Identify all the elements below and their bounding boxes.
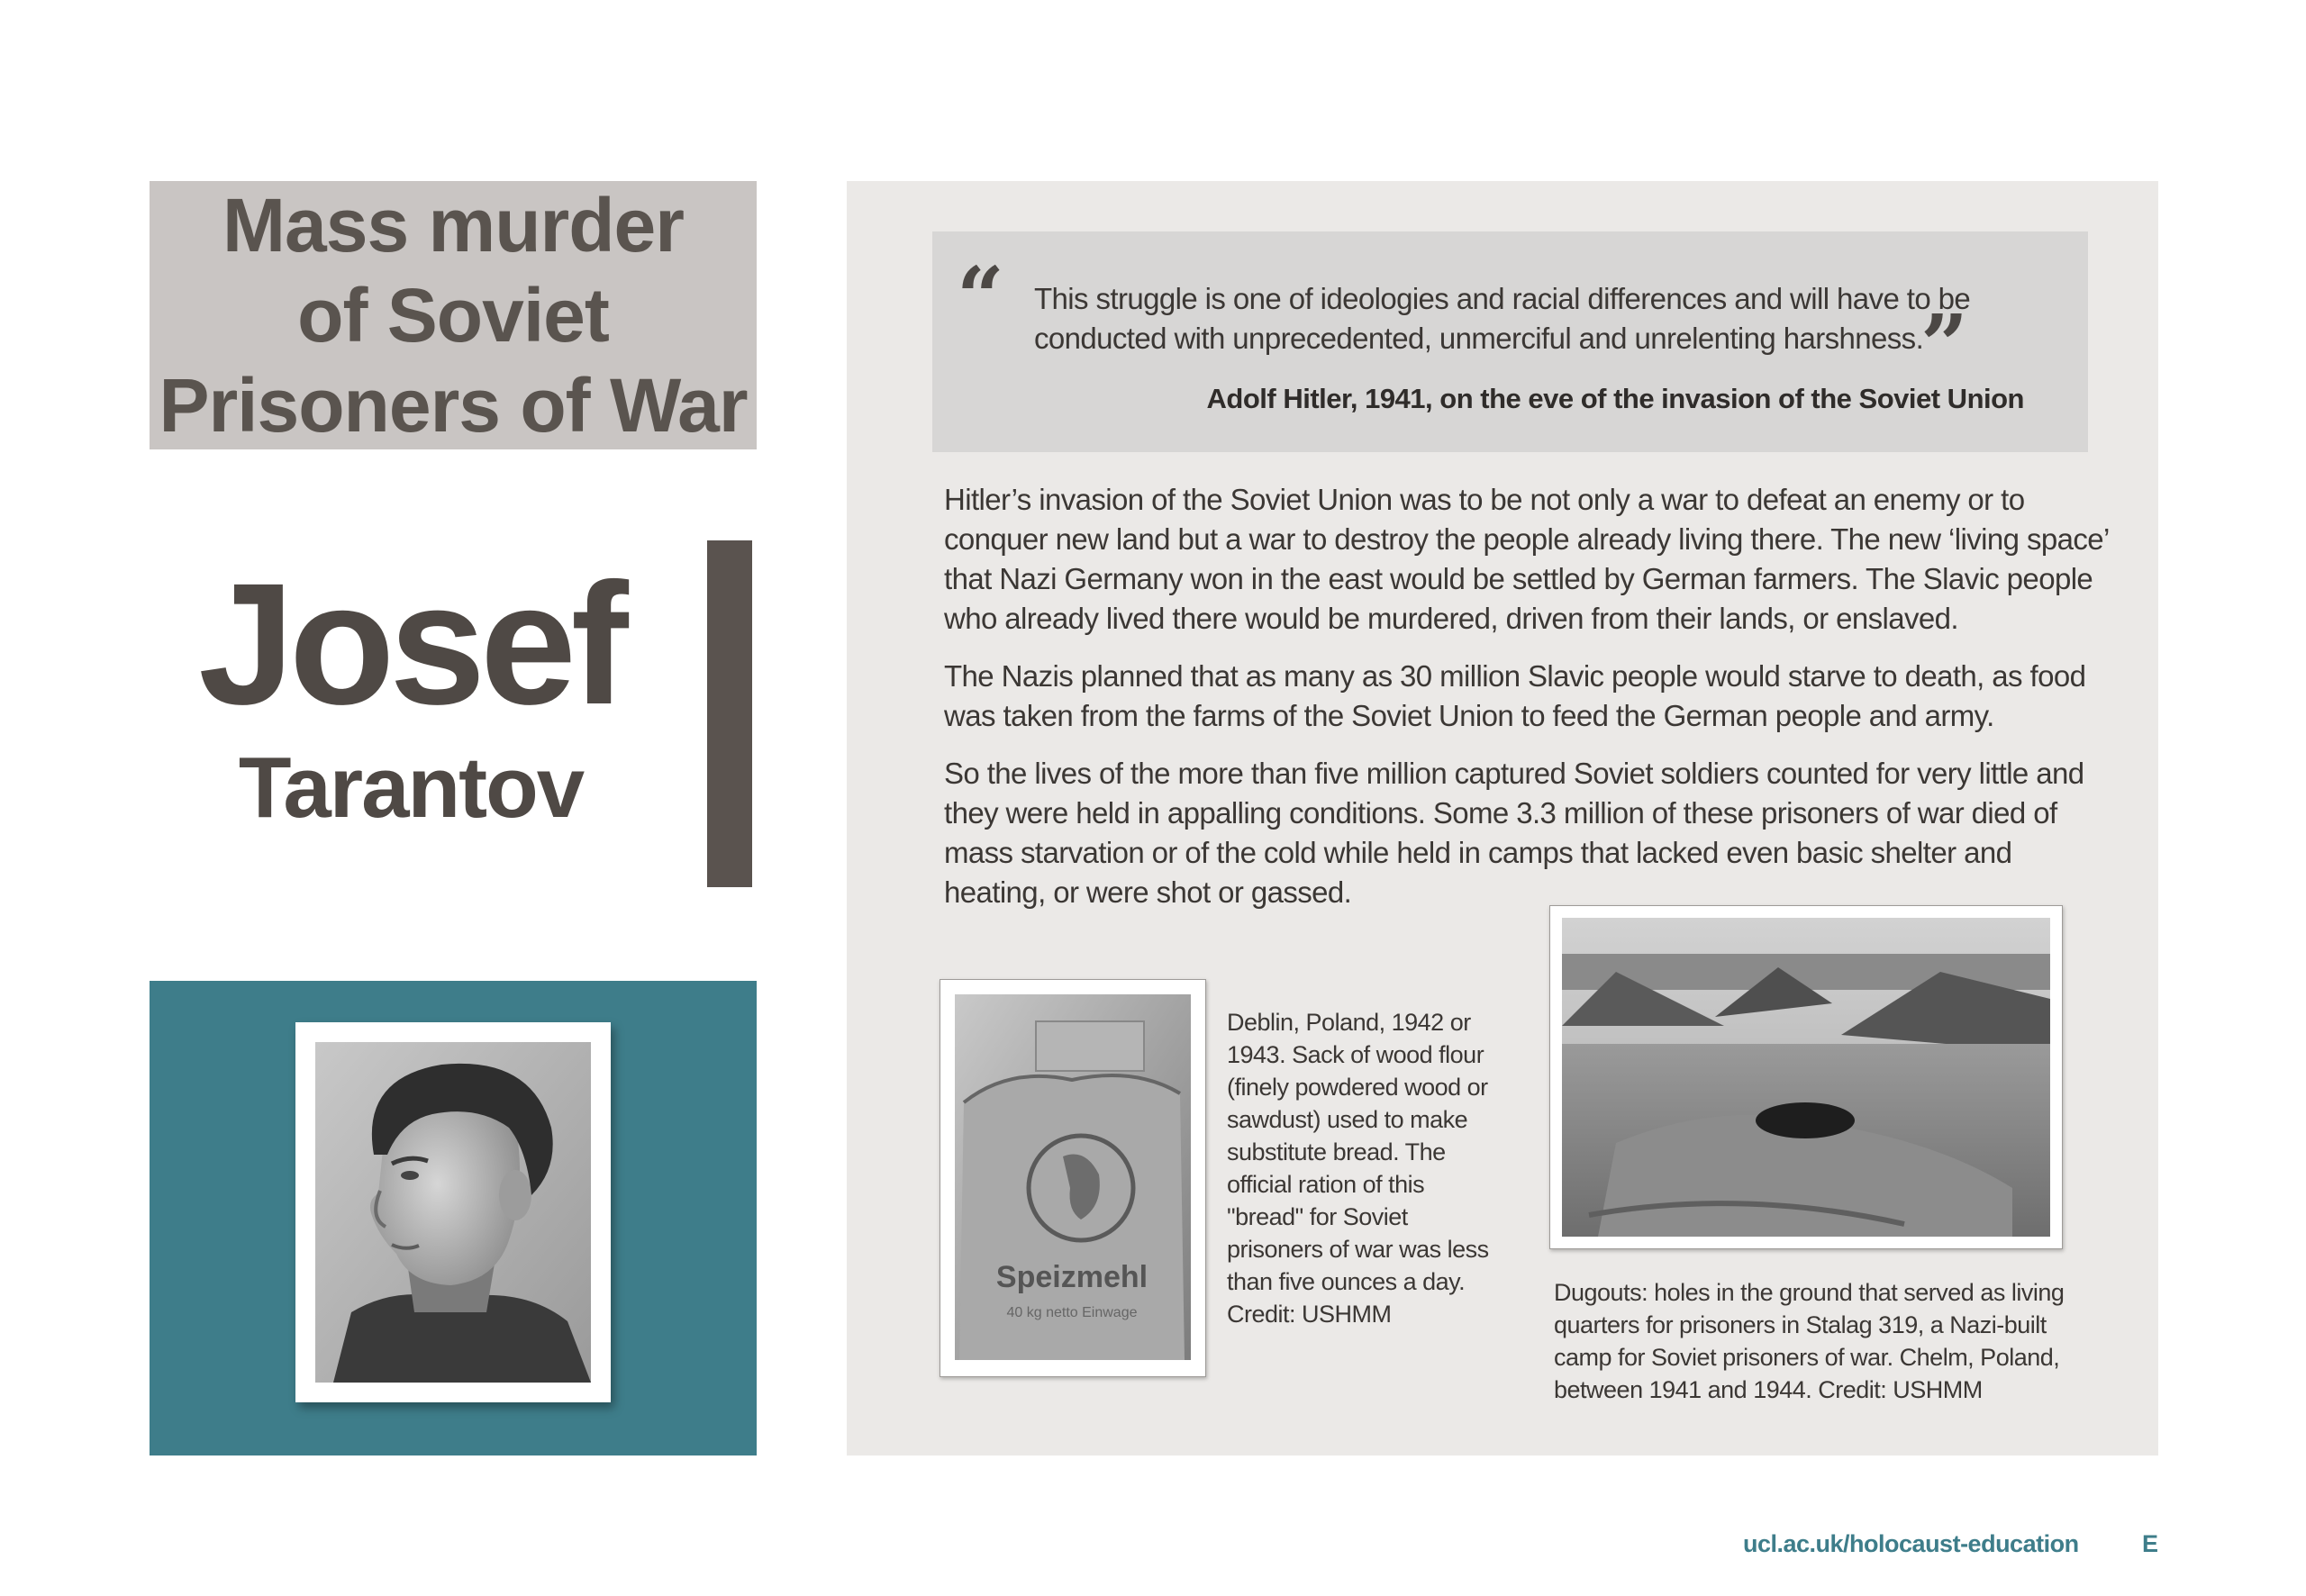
portrait-frame <box>295 1022 611 1402</box>
accent-bar <box>707 540 752 887</box>
quote-attribution: Adolf Hitler, 1941, on the eve of the invasion of the Soviet Union <box>1206 383 2024 414</box>
sack-photo-frame <box>940 979 1206 1377</box>
dugout-photo-frame <box>1549 905 2063 1249</box>
portrait-photo <box>315 1042 591 1383</box>
dugout-photo <box>1562 918 2050 1237</box>
page-title <box>159 180 747 450</box>
title-line-3: Prisoners of War <box>159 363 748 448</box>
paragraph-1: Hitler’s invasion of the Soviet Union was to be not only a war to defeat an enemy or to conquer new land but a war to destroy the people already living there. The new ‘living space’ that Nazi Germany won in the east would be settled by German farmers. The Slavic people who already lived there would be murdered, driven from their lands, or enslaved. <box>944 483 2109 635</box>
sack-caption: Deblin, Poland, 1942 or 1943. Sack of wood flour (finely powdered wood or sawdust) used to make substitute bread. The official ration of this "bread" for Soviet prisoners of war was less than five ounces a day. Credit: USHMM <box>1227 1009 1489 1328</box>
title-line-2: of Soviet <box>297 273 609 358</box>
sack-subprint: 40 kg netto Einwage <box>1006 1305 1138 1320</box>
paragraph-2: The Nazis planned that as many as 30 million Slavic people would starve to death, as food was taken from the farms of the Soviet Union to feed the German people and army. <box>944 659 2086 732</box>
close-quote-icon: ” <box>1920 296 1968 394</box>
person-last-name: Tarantov <box>238 739 584 836</box>
title-line-1: Mass murder <box>222 183 684 268</box>
person-first-name: Josef <box>198 547 623 740</box>
body-text <box>944 480 2115 930</box>
sack-photo <box>955 994 1191 1360</box>
quote-text: This struggle is one of ideologies and racial differences and will have to be conducted with unprecedented, unmerciful and unrelenting harshness. <box>1034 282 1971 355</box>
footer-url[interactable]: ucl.ac.uk/holocaust-education <box>1743 1530 2079 1557</box>
dugout-caption: Dugouts: holes in the ground that served as living quarters for prisoners in Stalag 319, a Nazi-built camp for Soviet prisoners of war. Chelm, Poland, between 1941 and 1944. Credit: USHMM <box>1554 1279 2065 1403</box>
footer-page-letter: E <box>2142 1530 2159 1557</box>
open-quote-icon: “ <box>957 249 1004 346</box>
paragraph-3: So the lives of the more than five million captured Soviet soldiers counted for very little and they were held in appalling conditions. Some 3.3 million of these prisoners of war died of mass starvation or of the cold while held in camps that lacked even basic shelter and heating, or were shot or gassed. <box>944 757 2084 909</box>
title-box <box>150 181 757 449</box>
sack-print: Speizmehl <box>995 1260 1148 1294</box>
